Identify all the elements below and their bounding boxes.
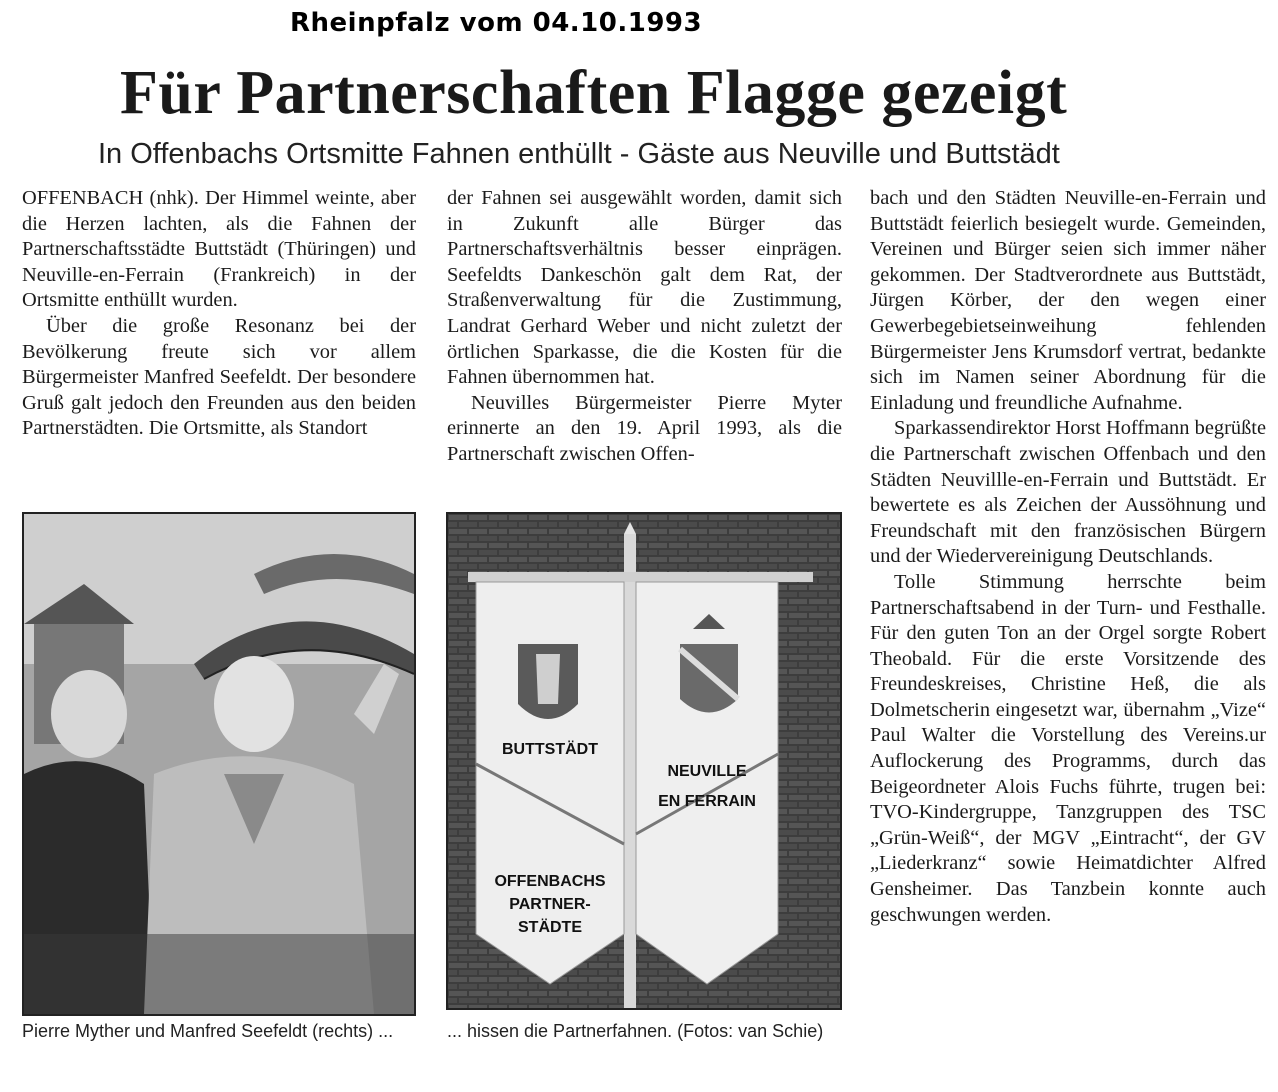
banner-right-line-2: EN FERRAIN <box>658 793 756 810</box>
photo-two-men-umbrellas-icon <box>24 514 414 1014</box>
article-column-3 <box>870 186 1266 928</box>
photo-two-banners-icon <box>448 514 840 1008</box>
paragraph: der Fahnen sei ausgewählt worden, damit sich in Zukunft alle Bürger das Partnerschaftsverhältnis besser einprägen. Seefeldts Dankeschön galt dem Rat, der Straßenverwaltung für die Zustimmung, Landrat Gerhard Weber und nicht zuletzt der örtlichen Sparkasse, die die Kosten für die Fahnen übernommen hat. <box>447 187 842 389</box>
banner-left-line-4: STÄDTE <box>518 919 582 936</box>
paragraph: Neuvilles Bürgermeister Pierre Myter erinnerte an den 19. April 1993, als die Partnerschaft zwischen Offen- <box>447 391 842 465</box>
banner-left-line-2: OFFENBACHS <box>494 873 606 890</box>
banner-left-line-3: PARTNER- <box>509 896 591 913</box>
paragraph: OFFENBACH (nhk). Der Himmel weinte, aber die Herzen lachten, als die Fahnen der Partnerschaftsstädte Buttstädt (Thüringen) und Neuville-en-Ferrain (Frankreich) in der Ortsmitte enthüllt wurden. <box>22 187 416 312</box>
banner-right-line-1: NEUVILLE <box>667 763 747 780</box>
photo-men-umbrellas <box>22 512 416 1016</box>
article-column-2 <box>447 186 842 468</box>
source-line: Rheinpfalz vom 04.10.1993 <box>290 8 703 38</box>
article-column-1 <box>22 186 416 442</box>
paragraph: Sparkassendirektor Horst Hoffmann begrüßte die Partnerschaft zwischen Offenbach und den Städten Neuvillle-en-Ferrain und Buttstädt. Er bewertete es als Zeichen der Aussöhnung und Freundschaft mit den französischen Bürgern und der Wiedervereinigung Deutschlands. <box>870 417 1266 568</box>
paragraph: Tolle Stimmung herrschte beim Partnerschaftsabend in der Turn- und Festhalle. Für den guten Ton an der Orgel sorgte Robert Theobald. Für die erste Vorsitzende des Freundeskreises, Christine Heß, die als Dolmetscherin eingesetzt war, übernahm „Vize“ Paul Walter die Vorstellung des Vereins.ur Auflockerung des Programms, durch das Beigeordneter Alois Fuchs führte, trugen bei: TVO-Kindergruppe, Tanzgruppen des TSC „Grün-Weiß“, der MGV „Eintracht“, der GV „Liederkranz“ sowie Heimatdichter Alfred Gensheimer. Das Tanzbein konnte auch geschwungen werden. <box>870 570 1266 926</box>
headline: Für Partnerschaften Flagge gezeigt <box>120 59 1068 127</box>
paragraph: bach und den Städten Neuville-en-Ferrain und Buttstädt feierlich besiegelt wurde. Gemeinden, Vereinen und Bürger seien sich immer näher gekommen. Der Stadtverordnete aus Buttstädt, Jürgen Körber, der den wegen einer Gewerbegebietseinweihung fehlenden Bürgermeister Jens Krumsdorf vertrat, bedankte sich im Namen seiner Abordnung für die Einladung und freundliche Aufnahme. <box>870 187 1266 414</box>
photo-banners <box>446 512 842 1010</box>
banner-left-line-1: BUTTSTÄDT <box>502 741 598 758</box>
photo-caption-left: Pierre Myther und Manfred Seefeldt (rechts) ... <box>22 1021 394 1041</box>
photo-caption-right: ... hissen die Partnerfahnen. (Fotos: van Schie) <box>447 1021 824 1041</box>
subheadline: In Offenbachs Ortsmitte Fahnen enthüllt - Gäste aus Neuville und Buttstädt <box>98 138 1060 170</box>
paragraph: Über die große Resonanz bei der Bevölkerung freute sich vor allem Bürgermeister Manfred Seefeldt. Der besondere Gruß galt jedoch den Freunden aus den beiden Partnerstädten. Die Ortsmitte, als Standort <box>22 314 416 440</box>
